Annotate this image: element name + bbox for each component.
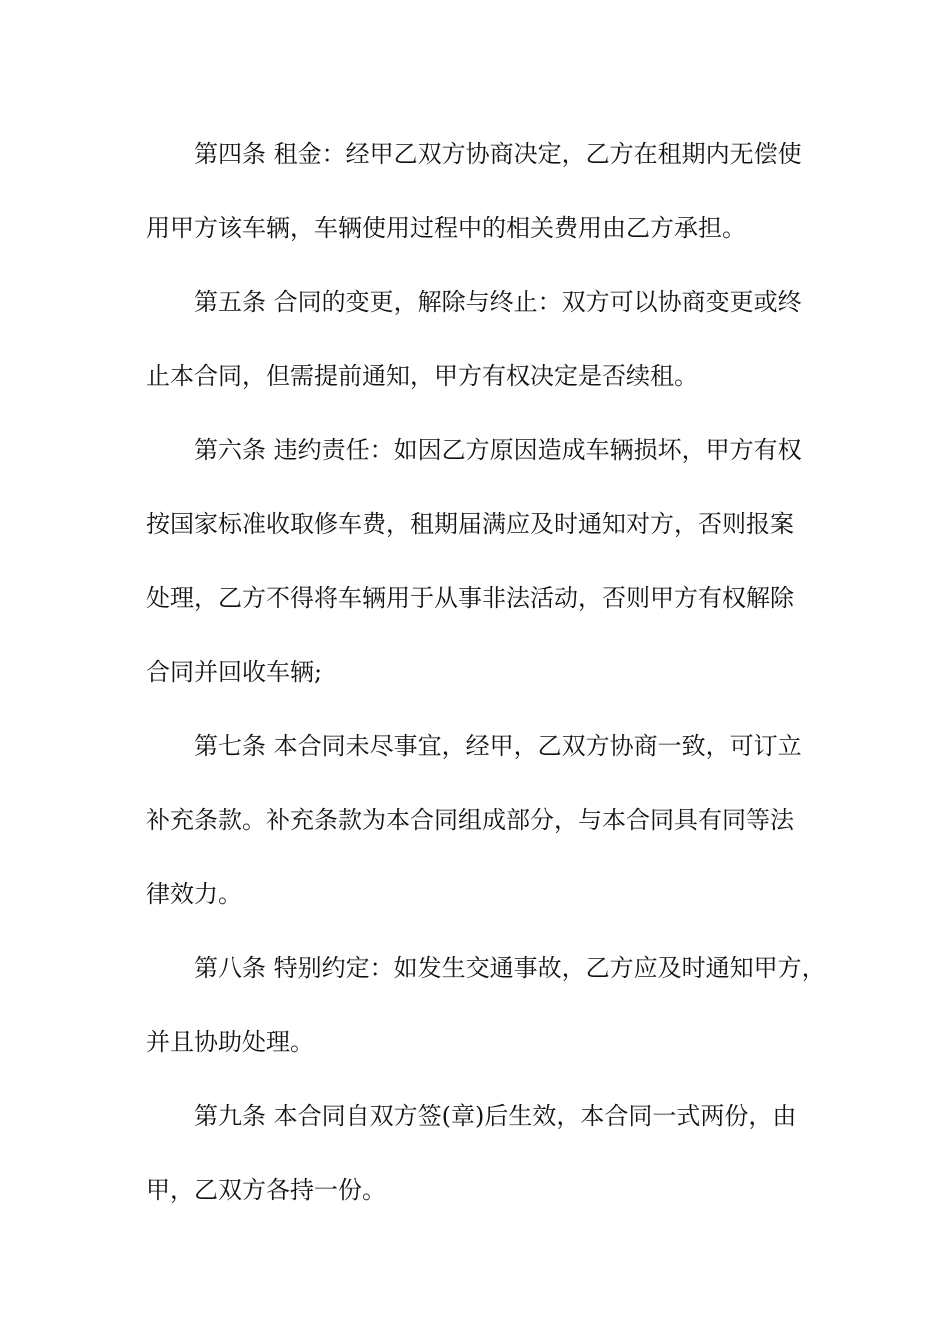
- article-4-line-1: 第四条 租金：经甲乙双方协商决定，乙方在租期内无偿使: [194, 140, 802, 168]
- article-6-line-4: 合同并回收车辆;: [146, 658, 323, 686]
- article-4-line-2: 用甲方该车辆，车辆使用过程中的相关费用由乙方承担。: [146, 214, 746, 242]
- article-8-line-2: 并且协助处理。: [146, 1028, 314, 1056]
- article-7-line-2: 补充条款。补充条款为本合同组成部分，与本合同具有同等法: [146, 806, 794, 834]
- article-6-line-3: 处理，乙方不得将车辆用于从事非法活动，否则甲方有权解除: [146, 584, 794, 612]
- article-6-line-2: 按国家标准收取修车费，租期届满应及时通知对方，否则报案: [146, 510, 794, 538]
- article-9-line-1: 第九条 本合同自双方签(章)后生效，本合同一式两份，由: [194, 1102, 797, 1130]
- article-5-line-1: 第五条 合同的变更，解除与终止：双方可以协商变更或终: [194, 288, 802, 316]
- article-9-line-2: 甲，乙双方各持一份。: [146, 1176, 386, 1204]
- article-5-line-2: 止本合同，但需提前通知，甲方有权决定是否续租。: [146, 362, 698, 390]
- article-7-line-1: 第七条 本合同未尽事宜，经甲，乙双方协商一致，可订立: [194, 732, 802, 760]
- article-7-line-3: 律效力。: [146, 880, 242, 908]
- article-6-line-1: 第六条 违约责任：如因乙方原因造成车辆损坏，甲方有权: [194, 436, 802, 464]
- article-8-line-1: 第八条 特别约定：如发生交通事故，乙方应及时通知甲方，: [194, 954, 826, 982]
